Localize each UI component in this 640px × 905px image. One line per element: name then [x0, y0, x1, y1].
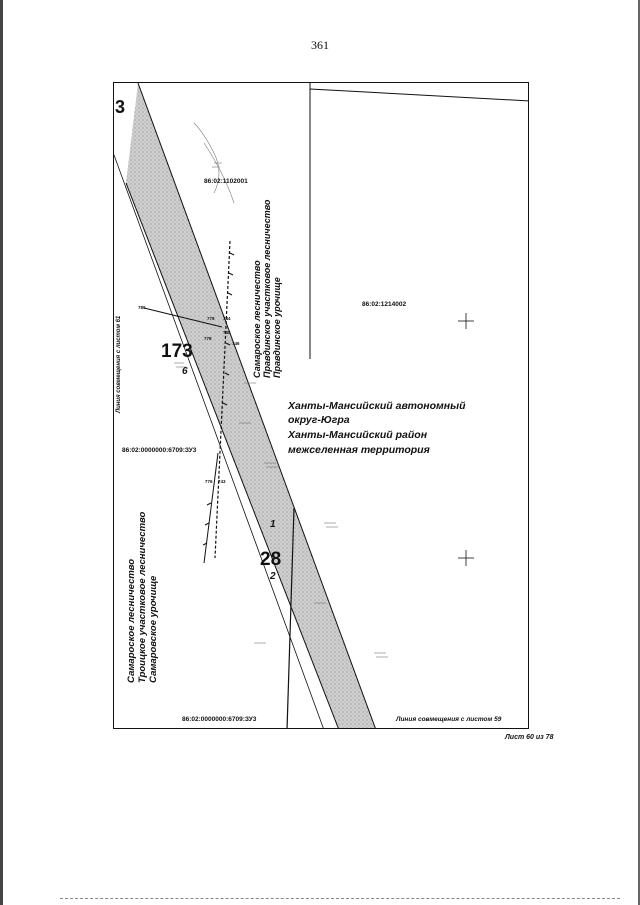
- point-780: 780: [138, 305, 146, 310]
- parcel-label-mid: 86:02:0000000:6709:ЗУ3: [122, 447, 197, 454]
- map-frame: [113, 82, 529, 729]
- quarter-28-sub: 2: [270, 571, 276, 582]
- page-number: 361: [311, 38, 329, 52]
- grid-crosses: [458, 313, 474, 566]
- forestry-upper-line-3: Правдинское урочище: [272, 277, 282, 378]
- region-line-1: Ханты-Мансийский автономный: [288, 400, 466, 412]
- quarter-173-number: 173: [161, 341, 193, 362]
- point-746: 746: [232, 341, 240, 346]
- sheet-label: Лист 60 из 78: [505, 734, 554, 741]
- bottom-scan-line: [60, 898, 620, 900]
- boundary-top-right: [310, 89, 529, 101]
- quarter-173-sub: 6: [182, 366, 188, 377]
- region-line-2: округ-Югра: [288, 414, 350, 426]
- forestry-lower-line-3: Самаровское урочище: [148, 575, 159, 683]
- match-line-bottom: Линия совмещения с листом 59: [396, 716, 502, 723]
- point-776: 776: [205, 479, 213, 484]
- quarter-28-number: 28: [260, 549, 282, 570]
- forestry-upper-block: [252, 200, 282, 378]
- forestry-upper-line-1: Самароское лесничество: [252, 260, 262, 378]
- page-edge-left: [0, 0, 3, 905]
- forestry-lower-line-2: Троицкое участковое лесничество: [137, 511, 148, 683]
- point-745: 745: [223, 330, 231, 335]
- point-744: 744: [223, 316, 231, 321]
- point-779: 779: [207, 316, 215, 321]
- match-line-left: Линия совмещения с листом 61: [116, 315, 122, 413]
- point-743: 743: [218, 479, 226, 484]
- forestry-lower-line-1: Самароское лесничество: [126, 558, 137, 683]
- region-line-4: межселенная территория: [288, 444, 430, 456]
- parcel-label-right: 86:02:1214002: [362, 301, 407, 308]
- parcel-label-bottom: 86:02:0000000:6709:ЗУ3: [182, 716, 257, 723]
- quarter-28-upper: 1: [270, 519, 276, 530]
- corner-number: 3: [115, 97, 126, 117]
- forestry-lower-block: [126, 512, 159, 683]
- forestry-upper-line-2: Правдинское участковое лесничество: [262, 199, 272, 378]
- region-line-3: Ханты-Мансийский район: [288, 429, 428, 441]
- point-778: 778: [204, 336, 212, 341]
- parcel-label-top: 86:02:1102001: [204, 178, 248, 185]
